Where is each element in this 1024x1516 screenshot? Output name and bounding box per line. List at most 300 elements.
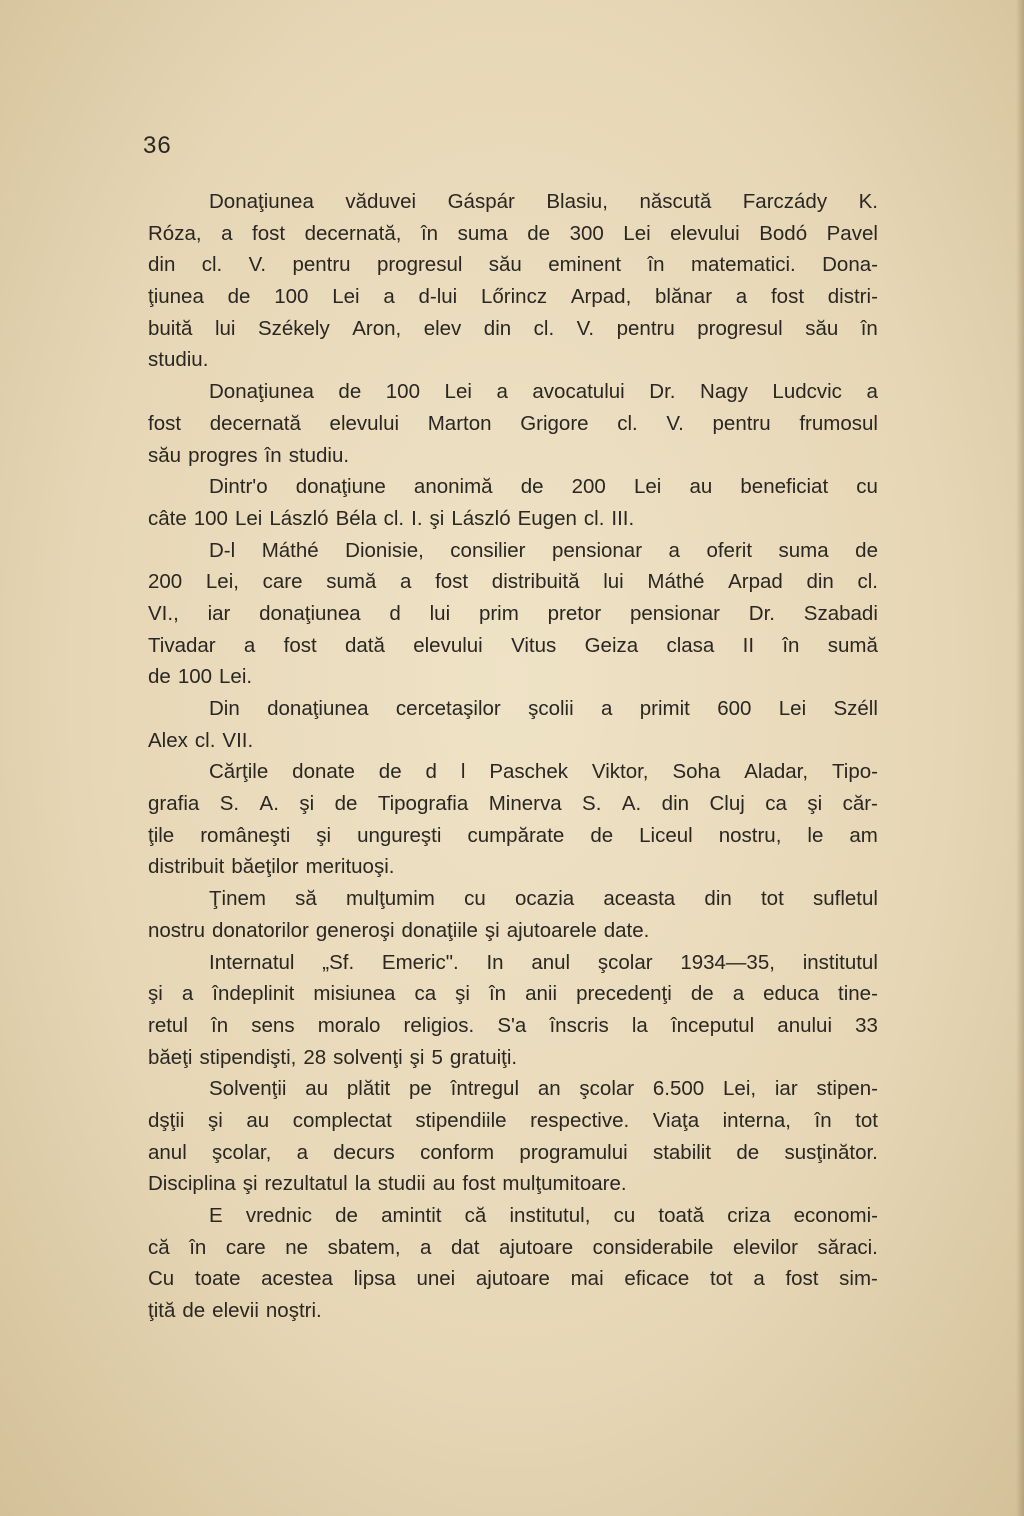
word: VI., — [148, 601, 179, 625]
word: a — [221, 221, 233, 245]
word: Marton — [427, 411, 492, 435]
word: Farczády — [742, 190, 828, 213]
word: progresul — [376, 253, 463, 277]
word: buită — [148, 316, 193, 340]
word: de — [527, 221, 551, 245]
word: Bodó — [759, 221, 808, 245]
word: a — [866, 380, 878, 404]
word: Cluj — [709, 792, 745, 816]
word: religios. — [403, 1013, 475, 1037]
word: au — [305, 1077, 329, 1101]
word: cu — [856, 475, 878, 499]
word: Arpad, — [570, 285, 632, 309]
word: stipen- — [816, 1077, 878, 1101]
word: S. — [219, 792, 240, 816]
word: au — [246, 1108, 270, 1132]
word: din — [483, 316, 512, 340]
word: în — [211, 1013, 229, 1037]
word: ţile — [148, 823, 175, 847]
word: economi- — [793, 1204, 878, 1227]
word: cu — [613, 1204, 636, 1227]
word: In — [486, 950, 504, 974]
word: Máthé — [647, 570, 705, 594]
word: Aron, — [352, 316, 402, 340]
word: au — [689, 475, 713, 499]
word: de — [227, 285, 251, 309]
word: toate — [194, 1267, 241, 1291]
word: Vitus — [511, 633, 557, 657]
word: aceasta — [603, 887, 676, 911]
word: de — [690, 982, 714, 1006]
word: lui — [603, 570, 624, 594]
word: Paschek — [489, 760, 568, 784]
word: d — [425, 760, 437, 784]
word: am — [849, 823, 878, 847]
text-line — [148, 376, 878, 408]
word: în — [488, 982, 507, 1006]
word: sens — [251, 1013, 295, 1037]
word: ţiunea — [148, 285, 204, 309]
word: tot — [855, 1108, 878, 1132]
word: 1934—35, — [680, 950, 775, 974]
word: Minerva — [488, 792, 562, 816]
word: Liceul — [639, 823, 693, 847]
word: tot — [709, 1267, 733, 1291]
word: donate — [292, 760, 355, 784]
word: său — [488, 253, 522, 277]
word: elevii — [212, 1299, 259, 1323]
word: şcolar, — [212, 1140, 272, 1164]
word: 100 — [177, 665, 213, 689]
word: pretor — [547, 601, 602, 625]
word: donaţiune — [295, 475, 386, 499]
word: pentru — [616, 316, 675, 340]
word: şcolar — [597, 950, 653, 974]
word: a — [383, 285, 395, 309]
text-line — [148, 1168, 878, 1200]
word: fost — [435, 570, 469, 594]
word: donaţiunea — [267, 697, 369, 720]
word: Emeric". — [381, 950, 459, 974]
word: Lei, — [723, 1077, 757, 1101]
word: stipendişti, — [199, 1045, 297, 1069]
text-line — [148, 218, 878, 250]
text-line — [148, 1073, 878, 1105]
word: în — [647, 253, 665, 277]
text-line — [148, 313, 878, 345]
word: în — [860, 316, 878, 340]
word: interna, — [722, 1108, 792, 1132]
word: şi — [484, 918, 500, 942]
text-line — [148, 851, 878, 883]
word: fost — [252, 221, 286, 245]
word: dat — [450, 1235, 480, 1259]
word: László — [269, 506, 329, 530]
word: generoşi — [315, 918, 395, 942]
word: donatorilor — [211, 918, 309, 942]
word: sbatem, — [327, 1235, 401, 1259]
word: cl. — [533, 316, 555, 340]
word: d-lui — [418, 285, 458, 309]
word: Donaţiunea — [209, 190, 314, 213]
word: Dr. — [649, 380, 676, 404]
word: pensionar — [629, 601, 720, 625]
text-line — [148, 1137, 878, 1169]
word: complectat — [292, 1108, 392, 1132]
text-line — [148, 471, 878, 503]
word: cl. — [194, 728, 216, 752]
word: Tipografia — [377, 792, 469, 816]
text-line — [148, 756, 878, 788]
word: şi — [455, 982, 470, 1006]
word: matematici. — [690, 253, 796, 277]
word: în — [814, 1108, 832, 1132]
word: ajutoare — [499, 1235, 574, 1259]
word: plătit — [346, 1077, 391, 1101]
word: clasa — [666, 633, 715, 657]
word: ţită — [148, 1299, 176, 1323]
word: decurs — [333, 1140, 395, 1164]
word: Blasiu, — [546, 190, 608, 213]
word: care — [225, 1235, 266, 1259]
word: Lei, — [205, 570, 239, 594]
word: pe — [409, 1077, 432, 1101]
word: distri- — [827, 285, 878, 309]
word: E — [209, 1204, 223, 1227]
page-edge-shadow — [1016, 0, 1024, 1516]
word: şi — [242, 1172, 258, 1196]
word: începutul — [670, 1013, 755, 1037]
word: II — [742, 633, 755, 657]
word: dşţii — [148, 1108, 185, 1132]
word: prim — [478, 601, 519, 625]
word: 100 — [274, 285, 309, 309]
word: anul — [148, 1140, 187, 1164]
word: ca — [414, 982, 437, 1006]
word: că — [148, 1235, 170, 1259]
word: sumă — [326, 570, 377, 594]
word: Internatul — [209, 950, 295, 974]
word: misiunea — [313, 982, 396, 1006]
word: 300 — [569, 221, 604, 245]
word: date. — [603, 918, 650, 942]
word: Székely — [257, 316, 330, 340]
text-line — [148, 693, 878, 725]
word: de — [148, 665, 171, 689]
word: decernată — [209, 411, 301, 435]
word: Alex — [148, 728, 188, 752]
word: şi — [316, 823, 332, 847]
word: a — [732, 982, 745, 1006]
word: Cărţile — [209, 760, 269, 784]
word: fost — [785, 1267, 819, 1291]
word: „Sf. — [322, 950, 355, 974]
word: şcolii — [528, 697, 574, 720]
word: distribuită — [491, 570, 580, 594]
word: V. — [248, 253, 267, 277]
word: acestea — [261, 1267, 333, 1291]
text-line — [148, 186, 878, 218]
word: în — [264, 443, 282, 467]
word: l — [460, 760, 466, 784]
word: lui — [214, 316, 236, 340]
text-line — [148, 598, 878, 630]
word: donaţiunea — [259, 601, 361, 625]
word: elevilor — [732, 1235, 798, 1259]
word: Tipo- — [832, 760, 878, 784]
word: Cu — [148, 1267, 175, 1291]
word: blănar — [655, 285, 713, 309]
text-line — [148, 820, 878, 852]
word: şi — [299, 792, 315, 816]
word: VII. — [222, 728, 254, 752]
word: donaţiile — [401, 918, 478, 942]
word: grafia — [148, 792, 200, 816]
word: primit — [639, 697, 690, 720]
word: Disciplina — [148, 1172, 236, 1196]
word: Lei — [332, 285, 360, 309]
word: Lei — [444, 380, 472, 404]
word: anonimă — [413, 475, 493, 499]
word: le — [807, 823, 824, 847]
text-line — [148, 408, 878, 440]
word: de — [334, 792, 358, 816]
page-number: 36 — [143, 132, 172, 159]
text-line — [148, 725, 878, 757]
word: cercetaşilor — [395, 697, 501, 720]
word: cl. — [617, 411, 638, 435]
word: cl. — [583, 506, 605, 530]
text-line — [148, 661, 878, 693]
word: 200 — [571, 475, 606, 499]
word: tot — [760, 887, 784, 911]
word: studiu. — [288, 443, 350, 467]
word: consilier — [450, 538, 526, 562]
word: din — [704, 887, 732, 911]
word: retul — [148, 1013, 188, 1037]
word: amintit — [381, 1204, 442, 1227]
word: Tivadar — [148, 633, 216, 657]
word: născută — [639, 190, 712, 213]
word: Viktor, — [591, 760, 649, 784]
word: câte — [148, 506, 187, 530]
word: Lei — [633, 475, 662, 499]
word: a — [420, 1235, 432, 1259]
word: de — [378, 760, 402, 784]
word: lui — [429, 601, 451, 625]
word: Grigore — [520, 411, 589, 435]
word: băeţi — [148, 1045, 193, 1069]
word: băeţilor — [231, 855, 299, 879]
word: sufletul — [812, 887, 878, 911]
word: stipendiile — [415, 1108, 507, 1132]
word: Róza, — [148, 221, 202, 245]
word: şi — [148, 982, 163, 1006]
text-line — [148, 1010, 878, 1042]
word: de — [335, 1204, 358, 1227]
word: nostru — [148, 918, 205, 942]
text-line — [148, 1042, 878, 1074]
word: de — [338, 380, 362, 404]
text-line — [148, 281, 878, 313]
word: Lei — [778, 697, 807, 720]
text-line — [148, 440, 878, 472]
text-line — [148, 1263, 878, 1295]
word: V. — [666, 411, 684, 435]
word: de — [520, 475, 544, 499]
word: criza — [727, 1204, 771, 1227]
word: programului — [519, 1140, 628, 1164]
word: său — [805, 316, 839, 340]
word: ne — [285, 1235, 309, 1259]
word: anului — [777, 1013, 833, 1037]
word: Dona- — [822, 253, 878, 277]
word: a — [400, 570, 412, 594]
word: Széll — [833, 697, 878, 720]
word: A. — [259, 792, 279, 816]
text-line — [148, 1295, 878, 1327]
word: mulţumim — [346, 887, 435, 911]
word: a — [496, 380, 508, 404]
word: 6.500 — [652, 1077, 705, 1101]
word: ca — [765, 792, 787, 816]
word: româneşti — [200, 823, 291, 847]
word: şi — [429, 506, 445, 530]
word: 200 — [148, 570, 183, 594]
word: sumă — [827, 633, 878, 657]
word: gratuiţi. — [449, 1045, 518, 1069]
word: a — [601, 697, 613, 720]
word: în — [782, 633, 800, 657]
word: lipsa — [353, 1267, 396, 1291]
word: oferit — [706, 538, 753, 562]
word: institutul — [802, 950, 878, 974]
word: S. — [582, 792, 602, 816]
word: de — [736, 1140, 760, 1164]
word: nostru, — [718, 823, 782, 847]
text-line — [148, 249, 878, 281]
word: Aladar, — [744, 760, 809, 784]
word: de — [590, 823, 614, 847]
word: ungureşti — [357, 823, 442, 847]
word: fost — [770, 285, 805, 309]
word: Solvenţii — [209, 1077, 287, 1101]
word: a — [753, 1267, 765, 1291]
word: a — [243, 633, 256, 657]
word: Ludcvic — [772, 380, 842, 404]
word: institutul, — [509, 1204, 591, 1227]
word: Viaţa — [652, 1108, 700, 1132]
word: pentru — [712, 411, 771, 435]
text-line — [148, 978, 878, 1010]
word: A. — [621, 792, 642, 816]
word: rezultatul — [264, 1172, 348, 1196]
word: văduvei — [345, 190, 417, 213]
word: îndeplinit — [212, 982, 295, 1006]
word: László — [451, 506, 511, 530]
word: a — [668, 538, 680, 562]
word: moralo — [317, 1013, 381, 1037]
word: ajutoare — [475, 1267, 550, 1291]
word: elevului — [329, 411, 400, 435]
word: care — [262, 570, 303, 594]
word: a — [181, 982, 194, 1006]
word: 600 — [717, 697, 752, 720]
word: săraci. — [817, 1235, 878, 1259]
word: Geiza — [584, 633, 639, 657]
word: în — [189, 1235, 207, 1259]
text-line — [148, 566, 878, 598]
word: căr- — [842, 792, 878, 816]
word: an — [537, 1077, 561, 1101]
word: întregul — [450, 1077, 520, 1101]
text-line — [148, 883, 878, 915]
word: că — [464, 1204, 487, 1227]
text-line — [148, 630, 878, 662]
word: iar — [207, 601, 231, 625]
word: iar — [774, 1077, 798, 1101]
word: 100 — [385, 380, 420, 404]
word: cl. — [201, 253, 223, 277]
word: tine- — [838, 982, 878, 1006]
word: Arpad — [728, 570, 783, 594]
word: studiu. — [148, 348, 209, 372]
word: d — [389, 601, 401, 625]
text-line — [148, 915, 878, 947]
word: III. — [611, 506, 635, 530]
word: pensionar — [552, 538, 643, 562]
word: dată — [345, 633, 385, 657]
word: fost — [283, 633, 317, 657]
word: fost — [148, 411, 182, 435]
word: 5 — [431, 1045, 443, 1069]
word: şi — [807, 792, 823, 816]
word: din — [661, 792, 690, 816]
text-line — [148, 535, 878, 567]
text-line — [148, 947, 878, 979]
word: ocazia — [514, 887, 575, 911]
word: Lei — [234, 506, 263, 530]
word: din — [148, 253, 176, 277]
word: Dr. — [748, 601, 775, 625]
word: la — [354, 1172, 371, 1196]
word: progres — [188, 443, 258, 467]
word: educa — [763, 982, 819, 1006]
word: anul — [531, 950, 571, 974]
text-line — [148, 788, 878, 820]
word: din — [806, 570, 834, 594]
word: beneficiat — [740, 475, 829, 499]
word: şi — [409, 1045, 425, 1069]
word: mulţumitoare. — [502, 1172, 627, 1196]
word: Ţinem — [209, 887, 266, 911]
word: vrednic — [245, 1204, 312, 1227]
word: fost — [462, 1172, 496, 1196]
word: Béla — [335, 506, 377, 530]
word: K. — [858, 190, 878, 213]
word: distribuit — [148, 855, 225, 879]
word: au — [432, 1172, 456, 1196]
word: cl. — [857, 570, 878, 594]
word: merituoşi. — [305, 855, 395, 879]
word: D-l — [209, 538, 236, 562]
word: 100 — [193, 506, 228, 530]
word: 33 — [855, 1013, 878, 1037]
word: eminent — [548, 253, 622, 277]
word: cl. — [383, 506, 405, 530]
word: Dintr'o — [209, 475, 268, 499]
word: înscris — [549, 1013, 609, 1037]
